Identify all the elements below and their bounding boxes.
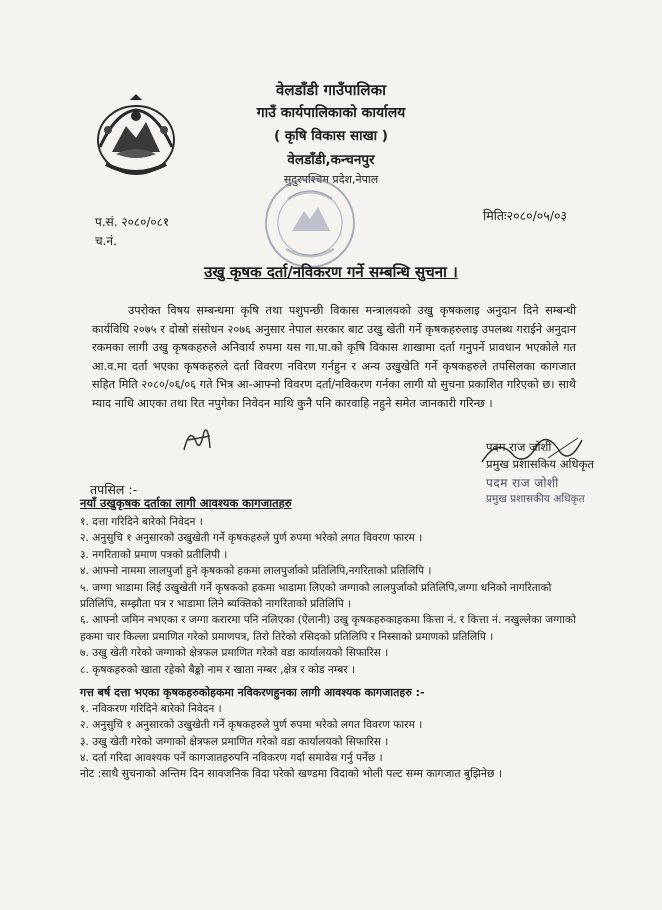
office-seal-icon [262, 175, 358, 271]
section-renewal-heading: गत्त बर्ष दत्ता भएका कृषकहरुकोहकमा नविकरणहुनका लागी आवश्यक कागजातहरु :- [80, 686, 425, 699]
notice-subject [0, 262, 662, 282]
list-item: २. अनुसुचि १ अनुसारको उखुखेती गर्ने कृषकहरुले पुर्ण रुपमा भरेको लगत विवरण फारम । [80, 719, 423, 732]
province-name: सुदुरपश्चिम प्रदेश,नेपाल [283, 173, 379, 186]
notice-subject-text: उखु कृषक दर्ता/नविकरण गर्ने सम्बन्धि सुचना । [204, 263, 458, 281]
stamp-title: प्रमुख प्रशासकीय अधिकृत [486, 493, 585, 505]
notice-note: नोट :साथै सुचनाको अन्तिम दिन सावजनिक विदा परेको खण्डमा विदाको भोली पल्ट सम्म कागजात बुझिनेछ । [80, 767, 503, 780]
list-item: ६. आफ्नो जमिन नभएका र जग्गा करारमा पनि नलिएका (ऐलानी) उखु कृषकहरुकाहकमा कित्ता नं. र कित्ता नं. नखुल्लेका जग्गाको हकमा चार किल्ला प्रमाणित गरेको प्रमाणपत्र, तिरो तिरेको रसिदको प्रतिलिपि र निस्साको प्रमाणको प्रतिलिपि । [80, 614, 576, 643]
municipality-name: वेलडाँडी गाउँपालिका [276, 81, 386, 99]
office-name: गाउँ कार्यपालिकाको कार्यालय [256, 105, 406, 121]
initials-scribble-icon [180, 422, 216, 456]
list-item: ४. दर्ता गरिदा आवश्यक पर्ने कागजातहरुपनि नविकरण गर्दा समावेस गर्नु पर्नेछ । [80, 752, 383, 765]
section-new-registration-heading: नयाँ उखुकृषक दर्ताका लागी आवश्यक कागजातहरु [80, 496, 292, 510]
office-address: वेलडाँडी,कन्चनपुर [287, 152, 375, 168]
section-renewal-list [80, 701, 580, 767]
tapasil-label: तपसिल :- [90, 482, 138, 497]
list-item: १. नविकरण गरिदिने बारेको निवेदन । [80, 703, 222, 715]
signatory-name: पदम राज जोशी [486, 440, 552, 454]
section-new-registration-list [80, 514, 580, 678]
dispatch-number: च.नं. [95, 234, 117, 248]
branch-name: ( कृषि विकास साखा ) [274, 128, 388, 144]
signatory-title: प्रमुख प्रशासकिय अधिकृत [486, 457, 594, 471]
list-item: ३. उखु खेती गरेको जग्गाको क्षेत्रफल प्रमाणित गरेको वडा कार्यालयको सिफारिस । [80, 735, 389, 748]
list-item: ८. कृषकहरुको खाता रहेको बैङ्को नाम र खाता नम्बर ,क्षेत्र र कोड नम्बर । [80, 663, 356, 676]
notice-body: उपरोक्त विषय सम्बन्धमा कृषि तथा पशुपन्छी विकास मन्त्रालयको उखु कृषकलाइ अनुदान दिने सम्बन्धी कार्यविधि २०७५ र दोस्रो संसोधन २०७६ अनुसार नेपाल सरकार बाट उखु खेती गर्ने कृषकहरुलाइ उपलब्ध गराईने अनुदान रकमका लागी उखु कृषकहरुले अनिवार्य रुपमा यस गा.पा.को कृषि विकास शाखामा दर्ता गनुपर्ने प्रावधान भएकोले गत आ.व.मा दर्ता भएका कृषकहरुले दर्ता विवरण नविरण गर्नहुन र अन्य उखुखेति गर्ने कृषकहरुले तपसिलका कागजात सहित मिति २०८०/०६/०६ गते भित्र आ-आफ्नो विवरण दर्ता/नविकरण गर्नका लागी यो सुचना प्रकाशित गरिएको छ। साथै म्याद नाधि आएका तथा रित नपुगेका निवेदन माथि कुनै पनि कारवाहि नहुने समेत जानकारी गरिन्छ । [92, 304, 576, 410]
list-item: १. दत्ता गरिदिने बारेको निवेदन । [80, 516, 203, 528]
list-item: ४. आफ्नो नाममा लालपुर्जा हुने कृषकको हकमा लालपुर्जाको प्रतिलिपि,नगरिताको प्रतिलिपि । [80, 565, 432, 578]
reference-number: प.सं. २०८०/०८१ [95, 215, 170, 229]
list-item: ७. उखु खेती गरेको जग्गाको क्षेत्रफल प्रमाणित गरेको वडा कार्यालयको सिफारिस । [80, 647, 389, 660]
list-item: २. अनुसुचि १ अनुसारको उखुखेती गर्ने कृषकहरुले पुर्ण रुपमा भरेको लगत विवरण फारम । [80, 532, 423, 545]
list-item: ५. जग्गा भाडामा लिई उखुखेती गर्ने कृषकको हकमा भाडामा लिएको जग्गाको लालपुर्जाको प्रतिलिपि,जग्गा धनिको नागरिताको प्रतिलिपि, सम्झौता पत्र र भाडामा लिने ब्यक्तिको नागरिताको प्रतिलिपि । [80, 581, 552, 611]
stamp-name: पदम राज जोशी [486, 476, 559, 490]
notice-date: मितिः२०८०/०५/०३ [482, 208, 567, 223]
list-item: ३. नगरिताको प्रमाण पत्रको प्रतीलिपी । [80, 548, 228, 561]
